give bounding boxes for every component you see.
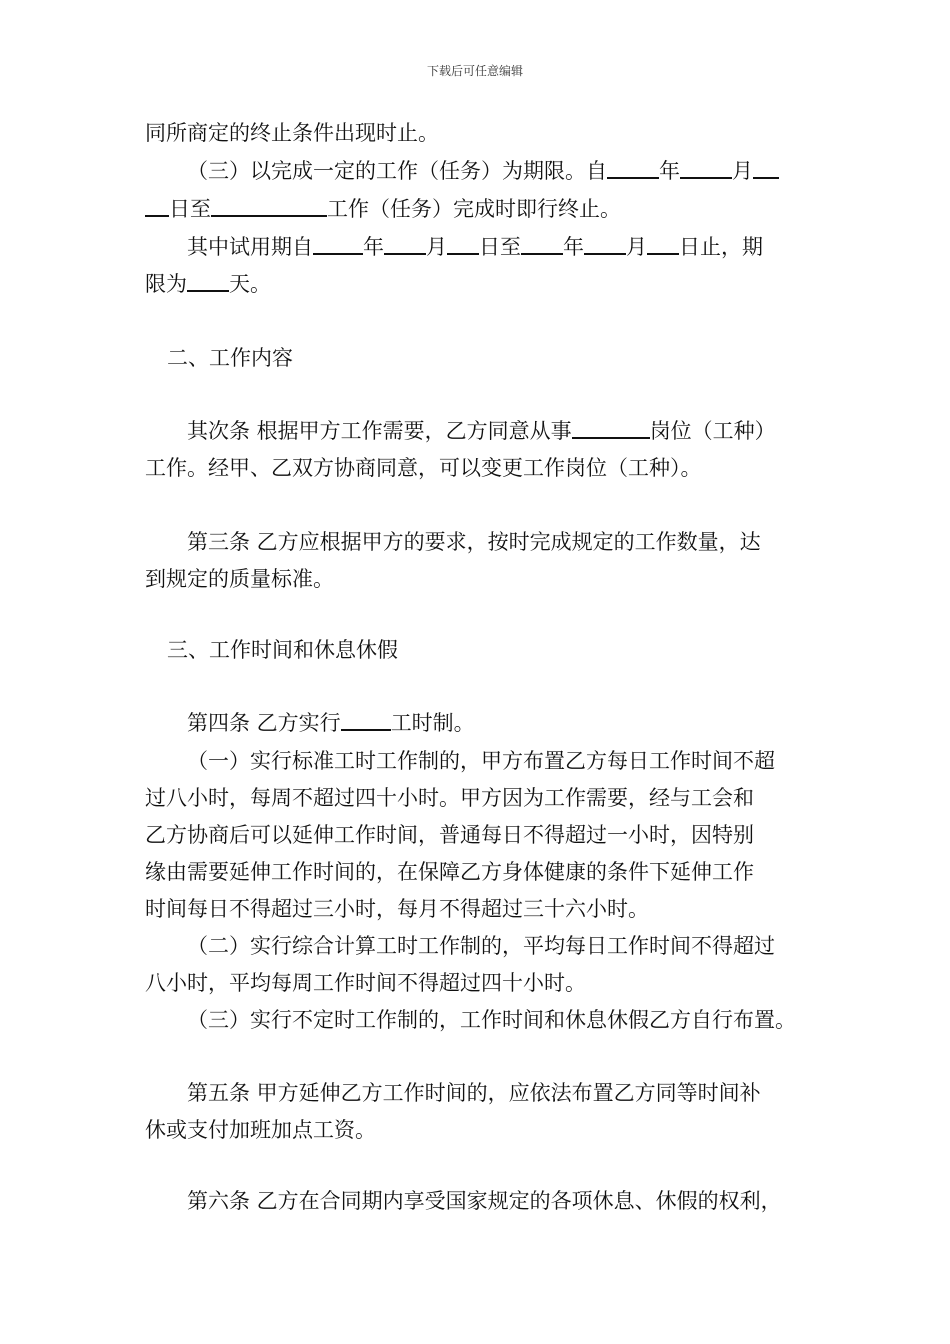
- text-line: 到规定的质量标准。: [145, 567, 334, 591]
- text-line: 八小时，平均每周工作时间不得超过四十小时。: [145, 971, 586, 995]
- fill-blank: [521, 233, 563, 255]
- text-line: （一）实行标准工时工作制的，甲方布置乙方每日工作时间不超: [187, 749, 775, 773]
- text-line: 过八小时，每周不超过四十小时。甲方因为工作需要，经与工会和: [145, 786, 754, 810]
- text-line: 同所商定的终止条件出现时止。: [145, 121, 439, 145]
- text-line: 缘由需要延伸工作时间的，在保障乙方身体健康的条件下延伸工作: [145, 860, 754, 884]
- text-line: 第三条 乙方应根据甲方的要求，按时完成规定的工作数量，达: [187, 530, 761, 554]
- fill-blank: [211, 195, 327, 217]
- fill-blank: [647, 233, 679, 255]
- page-header: 下载后可任意编辑: [426, 64, 523, 78]
- text-line: 休或支付加班加点工资。: [145, 1118, 376, 1142]
- text-line: 其中试用期自 年 月 日至 年 月 日止，期: [187, 235, 763, 259]
- fill-blank: [572, 417, 650, 439]
- fill-blank: [680, 157, 732, 179]
- text-line: 日至 工作（任务）完成时即行终止。: [145, 194, 621, 224]
- fill-blank: [145, 195, 169, 217]
- text-line: （二）实行综合计算工时工作制的，平均每日工作时间不得超过: [187, 934, 775, 958]
- fill-blank: [753, 157, 779, 179]
- fill-blank: [313, 233, 363, 255]
- text-line: 第五条 甲方延伸乙方工作时间的，应依法布置乙方同等时间补: [187, 1081, 761, 1105]
- fill-blank: [187, 270, 229, 292]
- fill-blank: [447, 233, 479, 255]
- fill-blank: [607, 157, 659, 179]
- text-line: （三）以完成一定的工作（任务）为期限。自 年 月: [187, 156, 779, 186]
- fill-blank: [384, 233, 426, 255]
- text-line: 第六条 乙方在合同期内享受国家规定的各项休息、休假的权利，: [187, 1189, 782, 1213]
- text-line: 其次条 根据甲方工作需要，乙方同意从事 岗位（工种）: [187, 419, 776, 443]
- text-line: 工作。经甲、乙双方协商同意，可以变更工作岗位（工种）。: [145, 456, 702, 480]
- text-line: （三）实行不定时工作制的，工作时间和休息休假乙方自行布置。: [187, 1008, 796, 1032]
- text-line: 时间每日不得超过三小时，每月不得超过三十六小时。: [145, 897, 649, 921]
- text-line: 第四条 乙方实行 工时制。: [187, 711, 475, 735]
- section-heading: 二、工作内容: [167, 346, 293, 370]
- text-line: 限为 天。: [145, 272, 271, 296]
- section-heading: 三、工作时间和休息休假: [167, 638, 398, 662]
- text-line: 乙方协商后可以延伸工作时间，普通每日不得超过一小时，因特别: [145, 823, 754, 847]
- fill-blank: [341, 709, 391, 731]
- fill-blank: [584, 233, 626, 255]
